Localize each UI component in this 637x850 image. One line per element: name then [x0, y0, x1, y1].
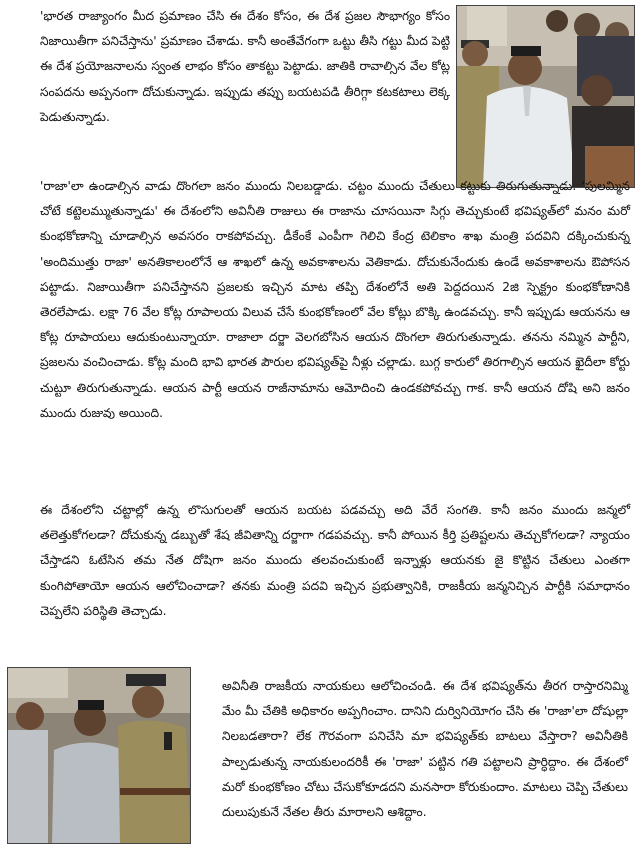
article-paragraph-3: ఈ దేశంలోని చట్టాల్లో ఉన్న లొసుగులతో ఆయన బయట పడవచ్చు అది వేరే సంగతి. కానీ జనం ముందు జన్మలో తలెత్తుకోగలడా? దోచుకున్న డబ్బుతో శేష జీవితాన్ని దర్జాగా గడపవచ్చు. కానీ పోయిన కీర్తి ప్రతిష్టలను తెచ్చుకోగలడా? న్యాయం చేస్తాడని ఓటేసిన తమ నేత దోషిగా జనం ముందు తలవంచుకుంటే ఇన్నాళ్లు ఆయనకు జై కొట్టిన చేతులు ఎంతగా కుంగిపోతాయో ఆయన ఆలోచించాడా? తనకు మంత్రి పదవి ఇచ్చిన ప్రభుత్వానికి, రాజకీయ జన్మనిచ్చిన పార్టీకి సమాధానం చెప్పలేని పరిస్థితి తెచ్చాడు.	[40, 503, 630, 618]
photo-illustration	[457, 6, 634, 187]
article-paragraph-1: 'భారత రాజ్యాంగం మీద ప్రమాణం చేసి ఈ దేశం కోసం, ఈ దేశ ప్రజల సౌభాగ్యం కోసం నిజాయితీగా పనిచేస్తాను' ప్రమాణం చేశాడు. కానీ అంతేవేగంగా ఒట్టు తీసి గట్టు మీద పెట్టి ఈ దేశ ప్రయోజనాలను స్వంత లాభం కోసం తాకట్టు పెట్టాడు. జాతికి రావాల్సిన వేల కోట్ల సంపదను అప్పనంగా దోచుకున్నాడు. ఇప్పుడు తప్పు బయటపడి తీరిగ్గా కటకటాలు లెక్క పెడుతున్నాడు.	[40, 9, 450, 124]
article-paragraph-2: 'రాజా'లా ఉండాల్సిన వాడు దొంగలా జనం ముందు నిలబడ్డాడు. చట్టం ముందు చేతులు కట్టుకు తిరుగుతున్నాడు. 'పులమ్మిన చోటే కట్టెలమ్ముతున్నాడు' ఈ దేశంలోని అవినీతి రాజులు ఈ రాజాను చూసయినా సిగ్గు తెచ్చుకుంటే భవిష్యత్‌లో మనం మరో కుంభకోణాన్ని చూడాల్సిన అవసరం రాకపోవచ్చు. డీకేంకే ఎంపీగా గెలిచి కేంద్ర టెలికాం శాఖ మంత్రి పదవిని దక్కించుకున్న 'అందిముత్తు రాజా' అనతికాలంలోనే ఆ శాఖలో ఉన్న అవకాశాలను వెతికాడు. దోచుకునేందుకు ఉండే అవకాశాలను ఔపోసన పట్టాడు. నిజాయితీగా పనిచేస్తానని ప్రజలకు ఇచ్చిన మాట తప్పి దేశంలోనే అతి పెద్దదయిన 2జి స్పెక్ట్రం కుంభకోణానికి తెరలేపాడు. లక్షా 76 వేల కోట్ల రూపాలయ విలువ చేసే కుంభకోణంలో వేల కోట్లు బొక్కి ఉండవచ్చు. కానీ ఇప్పుడు ఆయనను ఆ కోట్ల రూపాయలు ఆదుకుంటున్నాయా. రాజాలా దర్జా వెలగబోసిన ఆయన దొంగలా తిరుగుతున్నాడు. తనను నమ్మిన పార్టీని, ప్రజలను వంచించాడు. కోట్ల మంది భావి భారత పౌరుల భవిష్యత్‌పై నీళ్లు చల్లాడు. బుగ్గ కారులో తిరగాల్సిన ఆయన ఖైదీలా కోర్టు చుట్టూ తిరుగుతున్నాడు. ఆయన పార్టీ ఆయన రాజీనామాను ఆమోదించి ఉండకపోవచ్చు గాక. కానీ ఆయన దోషి అని జనం ముందు రుజువు అయింది.	[40, 179, 630, 420]
photo-illustration	[8, 668, 190, 843]
article-paragraph-4: అవినీతి రాజకీయ నాయకులు ఆలోచించండి. ఈ దేశ భవిష్యత్‌ను తీరగ రాస్తారనిమ్మి మేం మీ చేతికి అధికారం అప్పగించాం. దానిని దుర్వినియోగం చేసి ఈ 'రాజా'లా దోషుల్లా నిలబడతారా? లేక గౌరవంగా పనిచేసి మా భవిష్యత్‌కు బాటలు వేస్తారా? అవినీతికి పాల్పడుతున్న నాయకులందరికీ ఈ 'రాజా' పట్టిన గతి పట్టాలని ప్రార్ధిద్దాం. ఈ దేశంలో మరో కుంభకోణం చోటు చేసుకోకూడదని మనసారా కోరుకుందాం. మాటలు చెప్పి చేతులు దులుపుకునే నేతల తీరు మారాలని ఆశిద్దాం.	[222, 679, 628, 820]
news-photo-arrest-crowd	[456, 5, 635, 188]
news-photo-court-escort	[7, 667, 191, 844]
